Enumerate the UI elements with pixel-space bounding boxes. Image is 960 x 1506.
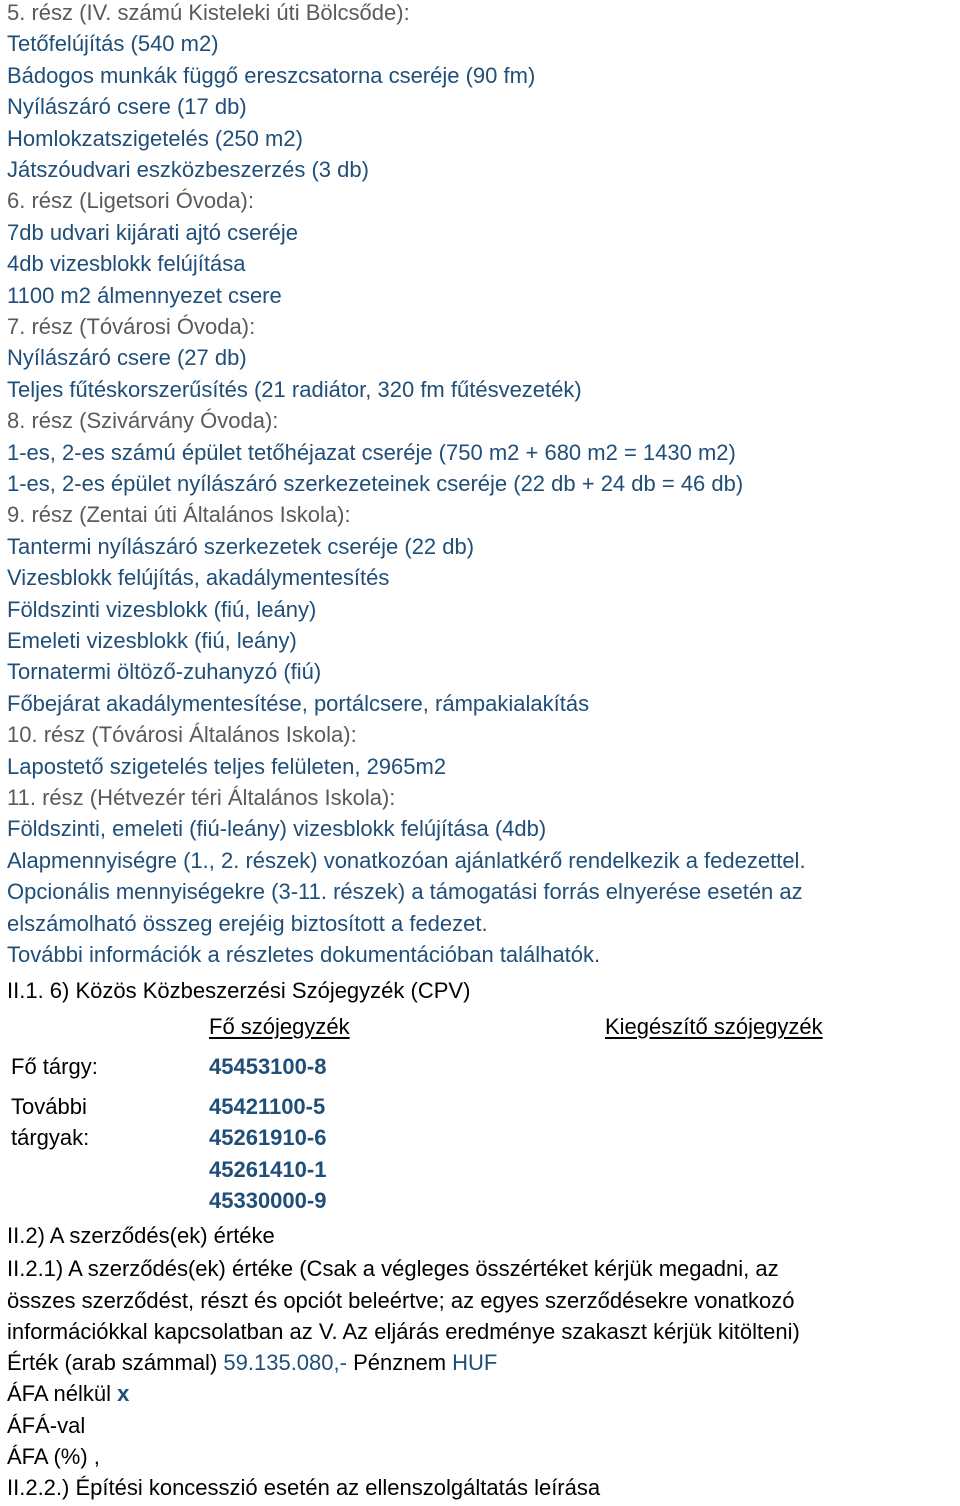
part-item: Lapostető szigetelés teljes felületen, 2965m2 xyxy=(7,753,447,779)
no-vat-mark: x xyxy=(117,1381,130,1406)
part-item: További információk a részletes dokumentációban találhatók. xyxy=(7,942,601,967)
part-item: 1-es, 2-es épület nyílászáró szerkezeteinek cseréje (22 db + 24 db = 46 db) xyxy=(7,471,744,496)
value-row xyxy=(7,1350,497,1376)
part-item: Homlokzatszigetelés (250 m2) xyxy=(7,125,303,151)
part-item: Tantermi nyílászáró szerkezetek cseréje (22 db) xyxy=(7,533,475,559)
part-item: Nyílászáró csere (27 db) xyxy=(7,345,247,371)
part-item: 1100 m2 álmennyezet csere xyxy=(7,282,282,308)
additional-objects-label-1: További xyxy=(11,1094,87,1119)
part-heading: 7. rész (Tóvárosi Óvoda): xyxy=(7,314,256,339)
part-item: Teljes fűtéskorszerűsítés (21 radiátor, 320 fm fűtésvezeték) xyxy=(7,376,582,402)
currency-label: Pénznem xyxy=(353,1350,447,1375)
additional-code: 45261410-1 xyxy=(209,1157,327,1182)
value-heading: II.2) A szerződés(ek) értéke xyxy=(7,1223,275,1248)
part-item: 4db vizesblokk felújítása xyxy=(7,251,246,277)
part-item: Nyílászáró csere (17 db) xyxy=(7,94,247,120)
additional-code: 45261910-6 xyxy=(209,1125,327,1150)
vat-percent-label: ÁFA (%) , xyxy=(7,1444,100,1469)
no-vat-label: ÁFA nélkül xyxy=(7,1381,111,1406)
value-desc-line: II.2.1) A szerződés(ek) értéke (Csak a végleges összértéket kérjük megadni, az xyxy=(7,1256,779,1281)
part-item: Alapmennyiségre (1., 2. részek) vonatkozóan ajánlatkérő rendelkezik a fedezettel. xyxy=(7,847,806,873)
value-desc-line: összes szerződést, részt és opciót beleértve; az egyes szerződésekre vonatkozó xyxy=(7,1288,795,1313)
supp-vocab-label: Kiegészítő szójegyzék xyxy=(605,1014,823,1039)
part-heading: 8. rész (Szivárvány Óvoda): xyxy=(7,408,279,434)
part-item: elszámolható összeg erejéig biztosított a fedezet. xyxy=(7,910,488,936)
additional-code: 45421100-5 xyxy=(209,1094,326,1119)
part-heading: 10. rész (Tóvárosi Általános Iskola): xyxy=(7,722,357,748)
part-heading: 5. rész (IV. számú Kisteleki úti Bölcsőde): xyxy=(7,0,410,25)
cpv-heading: II.1. 6) Közös Közbeszerzési Szójegyzék (CPV) xyxy=(7,978,471,1003)
part-heading: 11. rész (Hétvezér téri Általános Iskola): xyxy=(7,785,396,810)
part-item: Emeleti vizesblokk (fiú, leány) xyxy=(7,628,297,653)
part-heading: 9. rész (Zentai úti Általános Iskola): xyxy=(7,502,351,528)
part-item: Opcionális mennyiségekre (3-11. részek) a támogatási forrás elnyerése esetén az xyxy=(7,879,803,905)
part-item: Földszinti vizesblokk (fiú, leány) xyxy=(7,596,317,622)
part-item: Játszóudvari eszközbeszerzés (3 db) xyxy=(7,157,369,182)
part-heading: 6. rész (Ligetsori Óvoda): xyxy=(7,188,254,214)
main-object-code: 45453100-8 xyxy=(209,1054,327,1079)
currency-value: HUF xyxy=(452,1350,498,1375)
additional-code: 45330000-9 xyxy=(209,1188,327,1213)
value-desc-line: információkkal kapcsolatban az V. Az eljárás eredménye szakaszt kérjük kitölteni) xyxy=(7,1319,800,1344)
value-label: Érték (arab számmal) xyxy=(7,1350,218,1375)
part-item: Tornatermi öltöző-zuhanyzó (fiú) xyxy=(7,659,322,685)
main-object-label: Fő tárgy: xyxy=(11,1054,98,1079)
additional-objects-label-2: tárgyak: xyxy=(11,1125,90,1150)
concession-heading: II.2.2.) Építési koncesszió esetén az ellenszolgáltatás leírása xyxy=(7,1475,601,1500)
part-item: 7db udvari kijárati ajtó cseréje xyxy=(7,219,299,245)
part-item: Tetőfelújítás (540 m2) xyxy=(7,31,219,57)
part-item: Bádogos munkák függő ereszcsatorna cseréje (90 fm) xyxy=(7,62,536,88)
part-item: Főbejárat akadálymentesítése, portálcsere, rámpakialakítás xyxy=(7,690,590,716)
part-item: Földszinti, emeleti (fiú-leány) vizesblokk felújítása (4db) xyxy=(7,816,547,842)
main-vocab-label: Fő szójegyzék xyxy=(209,1014,350,1039)
part-item: Vizesblokk felújítás, akadálymentesítés xyxy=(7,565,390,591)
value-amount: 59.135.080,- xyxy=(223,1350,347,1375)
with-vat-label: ÁFÁ-val xyxy=(7,1413,86,1438)
no-vat-row xyxy=(7,1381,129,1407)
part-item: 1-es, 2-es számú épület tetőhéjazat cseréje (750 m2 + 680 m2 = 1430 m2) xyxy=(7,439,736,465)
